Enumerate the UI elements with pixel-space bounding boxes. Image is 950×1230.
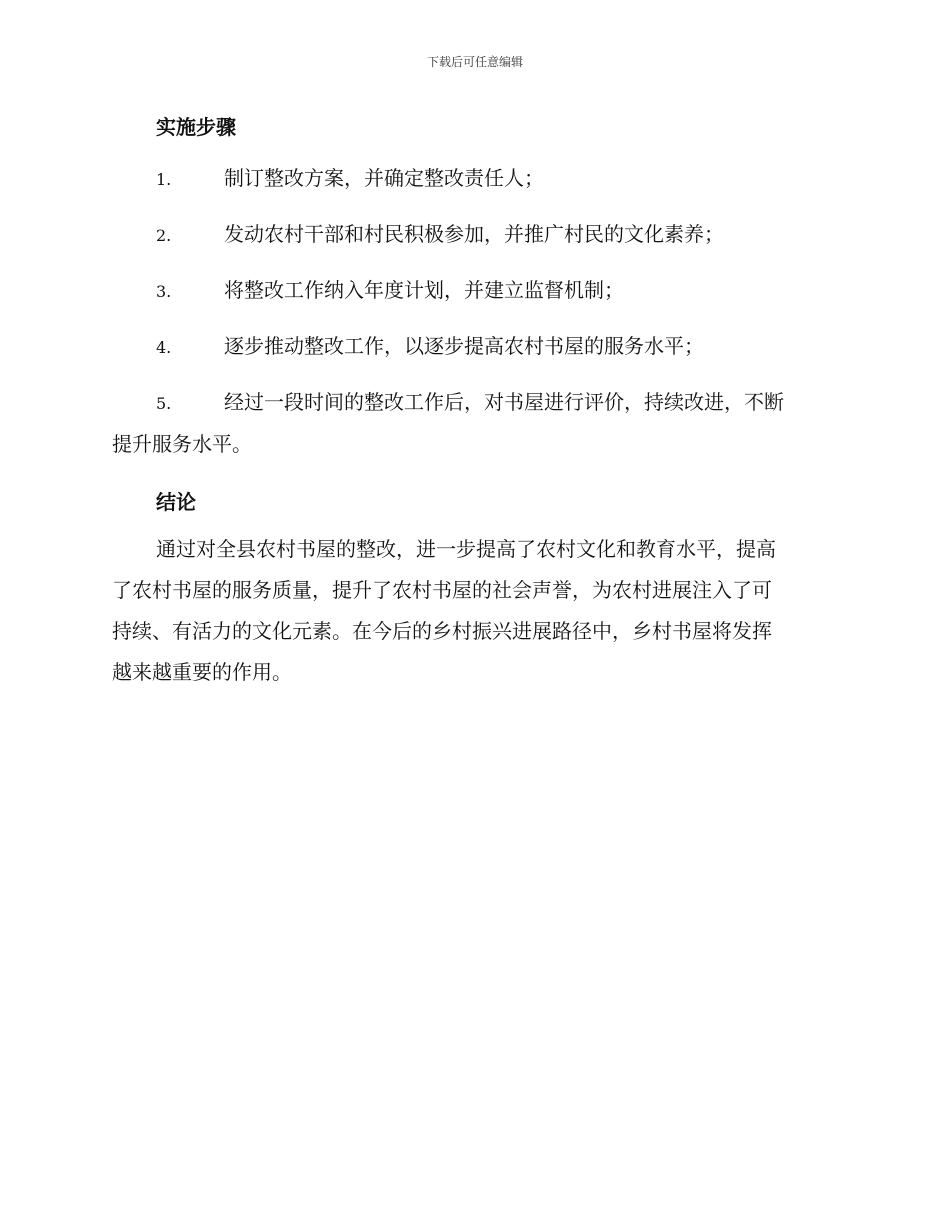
step-number: 3. (156, 282, 172, 301)
list-item (112, 214, 832, 256)
step-text: 经过一段时间的整改工作后，对书屋进行评价，持续改进，不断 (224, 390, 784, 414)
steps-list (112, 158, 832, 465)
paragraph-line: 越来越重要的作用。 (112, 660, 292, 684)
step-text: 将整改工作纳入年度计划，并建立监督机制； (224, 278, 624, 302)
step-text: 逐步推动整改工作，以逐步提高农村书屋的服务水平； (224, 334, 704, 358)
list-item (112, 382, 832, 465)
paragraph-line: 通过对全县农村书屋的整改，进一步提高了农村文化和教育水平，提高 (156, 537, 776, 561)
list-item (112, 326, 832, 368)
step-number: 5. (156, 394, 172, 413)
step-number: 2. (156, 226, 172, 245)
paragraph-line: 了农村书屋的服务质量，提升了农村书屋的社会声誉，为农村进展注入了可 (112, 578, 772, 602)
step-number: 1. (156, 170, 172, 189)
step-text: 发动农村干部和村民积极参加，并推广村民的文化素养； (224, 222, 724, 246)
section-heading-conclusion: 结论 (156, 490, 196, 514)
section-heading-steps: 实施步骤 (156, 115, 236, 139)
paragraph-line: 持续、有活力的文化元素。在今后的乡村振兴进展路径中，乡村书屋将发挥 (112, 619, 772, 643)
conclusion-paragraph (112, 529, 832, 693)
step-text: 制订整改方案，并确定整改责任人； (224, 166, 544, 190)
list-item (112, 270, 832, 312)
list-item (112, 158, 832, 200)
step-text-continued: 提升服务水平。 (112, 432, 252, 456)
step-number: 4. (156, 338, 172, 357)
header-note: 下载后可任意编辑 (426, 55, 523, 69)
document-body (112, 110, 832, 693)
